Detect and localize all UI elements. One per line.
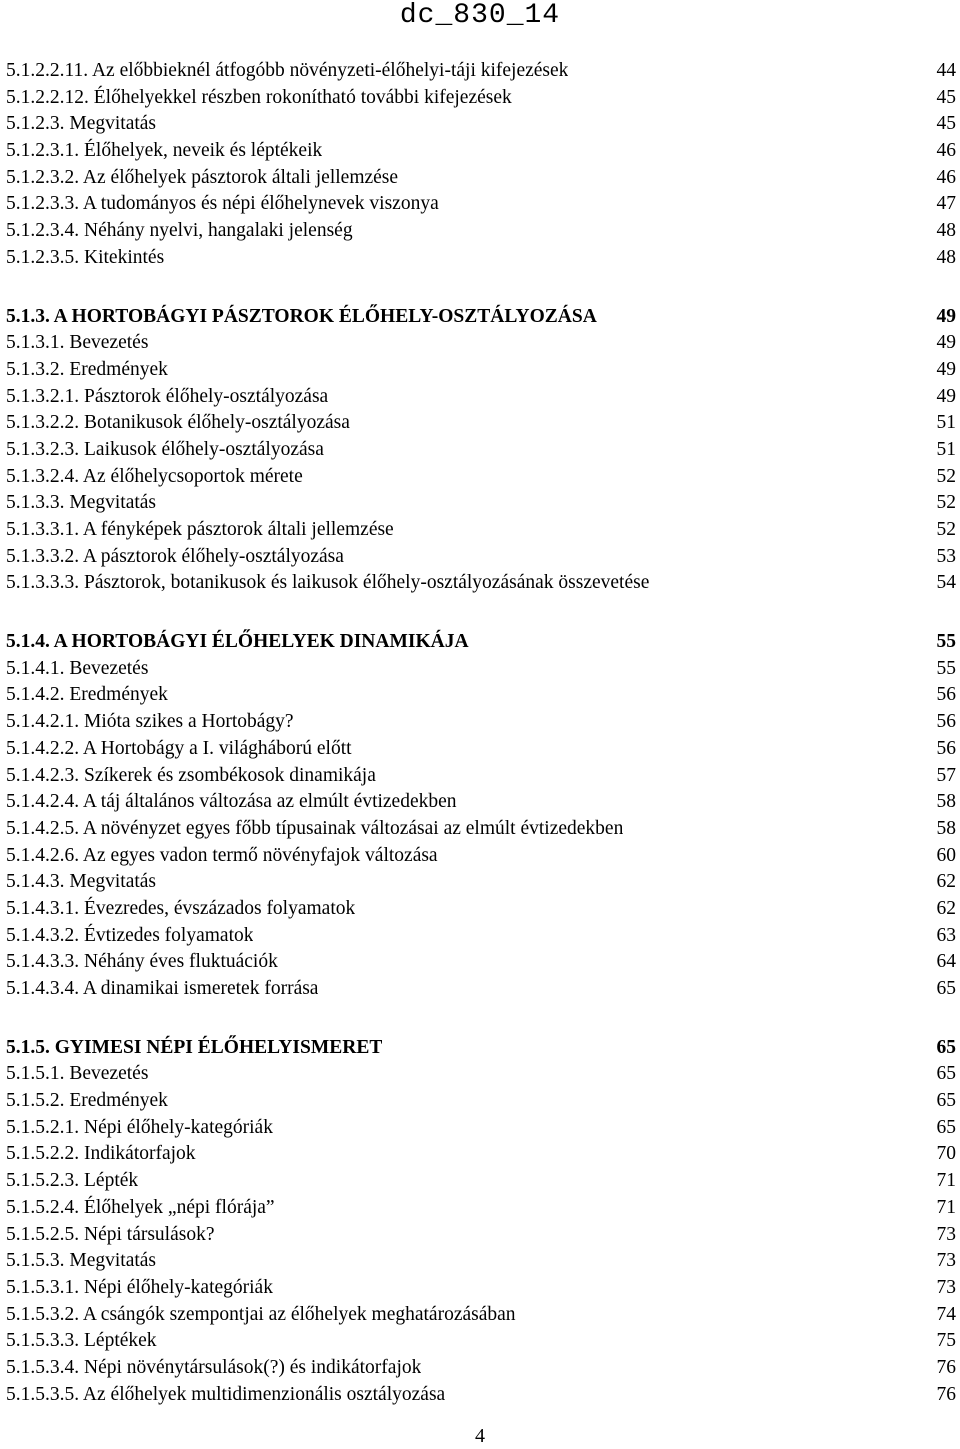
toc-entry-title: 5.1.4.3.4. A dinamikai ismeretek forrása: [6, 978, 319, 999]
toc-entry[interactable]: [6, 85, 958, 112]
toc-entry[interactable]: [6, 464, 958, 491]
toc-entry-page: 65: [936, 1036, 956, 1058]
toc-entry-page: 62: [936, 897, 956, 919]
toc-entry-title: 5.1.2.3.2. Az élőhelyek pásztorok általi jellemzése: [6, 166, 399, 188]
toc-entry-page: 45: [936, 113, 956, 135]
toc-entry-title: 5.1.4.2.5. A növényzet egyes főbb típusainak változásai az elmúlt évtizedekben: [6, 817, 624, 839]
toc-entry-page: 49: [936, 305, 956, 327]
toc-entry-page: 56: [936, 711, 956, 733]
toc-entry-title: 5.1.4.1. Bevezetés: [6, 657, 149, 679]
toc-entry-page: 63: [936, 924, 956, 946]
toc-entry[interactable]: [6, 410, 958, 437]
toc-entry-title: 5.1.5.2.2. Indikátorfajok: [6, 1143, 196, 1165]
toc-entry-title: 5.1.3.3.3. Pásztorok, botanikusok és laikusok élőhely-osztályozásának összevetése: [6, 572, 650, 594]
toc-entry-page: 55: [936, 631, 956, 653]
toc-entry-title: 5.1.4.3.1. Évezredes, évszázados folyamatok: [6, 897, 356, 919]
toc-entry-title: 5.1.5.2. Eredmények: [6, 1090, 168, 1112]
toc-entry-title: 5.1.5.3. Megvitatás: [6, 1250, 157, 1272]
toc-entry-page: 52: [936, 519, 956, 540]
toc-entry-title: 5.1.5.2.1. Népi élőhely-kategóriák: [6, 1116, 273, 1138]
toc-entry[interactable]: [6, 245, 958, 272]
toc-entry[interactable]: [6, 1168, 958, 1195]
toc-entry-page: 51: [936, 438, 956, 460]
toc-entry[interactable]: [6, 1088, 958, 1115]
toc-entry-page: 62: [936, 871, 956, 893]
toc-entry-title: 5.1.3.2.1. Pásztorok élőhely-osztályozása: [6, 385, 329, 407]
toc-entry[interactable]: [6, 976, 958, 1003]
toc-entry-page: 46: [936, 140, 956, 162]
toc-entry-title: 5.1.4. A HORTOBÁGYI ÉLŐHELYEK DINAMIKÁJA: [6, 631, 469, 653]
toc-entry-title: 5.1.5.3.5. Az élőhelyek multidimenzionális osztályozása: [6, 1383, 446, 1405]
toc-section-heading[interactable]: [6, 629, 958, 656]
document-header-id: dc_830_14: [399, 0, 561, 31]
toc-entry-page: 55: [936, 657, 956, 679]
toc-entry-title: 5.1.3.2.2. Botanikusok élőhely-osztályozása: [6, 412, 350, 434]
toc-entry-page: 75: [936, 1330, 956, 1352]
toc-entry-title: 5.1.4.3.3. Néhány éves fluktuációk: [6, 951, 278, 973]
toc-entry-page: 57: [936, 764, 956, 786]
toc-entry[interactable]: [6, 763, 958, 790]
toc-entry-title: 5.1.5.2.3. Lépték: [6, 1170, 139, 1192]
toc-entry[interactable]: [6, 843, 958, 870]
toc-entry[interactable]: [6, 1222, 958, 1249]
toc-entry[interactable]: [6, 709, 958, 736]
toc-entry[interactable]: [6, 384, 958, 411]
toc-entry-page: 65: [936, 978, 956, 999]
toc-entry-page: 56: [936, 737, 956, 759]
toc-entry[interactable]: [6, 517, 958, 544]
toc-entry[interactable]: [6, 437, 958, 464]
toc-entry-title: 5.1.3.3. Megvitatás: [6, 492, 157, 514]
toc-entry[interactable]: [6, 923, 958, 950]
toc-entry-title: 5.1.4.3. Megvitatás: [6, 871, 157, 893]
toc-entry[interactable]: [6, 869, 958, 896]
toc-entry-title: 5.1.2.3. Megvitatás: [6, 113, 157, 135]
toc-entry-page: 74: [936, 1303, 956, 1325]
toc-entry[interactable]: [6, 1355, 958, 1382]
toc-entry-title: 5.1.4.2.4. A táj általános változása az elmúlt évtizedekben: [6, 791, 457, 813]
toc-entry-title: 5.1.3. A HORTOBÁGYI PÁSZTOROK ÉLŐHELY-OSZTÁLYOZÁSA: [6, 305, 597, 327]
page-number: 4: [475, 1425, 485, 1447]
toc-entry[interactable]: [6, 490, 958, 517]
toc-entry[interactable]: [6, 111, 958, 138]
toc-entry[interactable]: [6, 736, 958, 763]
toc-entry-page: 60: [936, 844, 956, 866]
toc-entry-title: 5.1.4.2.3. Szíkerek és zsombékosok dinamikája: [6, 764, 376, 786]
toc-entry-page: 73: [936, 1223, 956, 1245]
toc-entry[interactable]: [6, 1141, 958, 1168]
toc-entry-title: 5.1.3.2.4. Az élőhelycsoportok mérete: [6, 465, 303, 487]
toc-entry-title: 5.1.2.3.3. A tudományos és népi élőhelynevek viszonya: [6, 193, 439, 215]
toc-entry-title: 5.1.3.1. Bevezetés: [6, 332, 149, 354]
toc-entry-title: 5.1.2.3.4. Néhány nyelvi, hangalaki jelenség: [6, 220, 353, 242]
toc-entry-title: 5.1.5.2.5. Népi társulások?: [6, 1223, 215, 1245]
toc-entry-page: 70: [936, 1143, 956, 1165]
toc-entry[interactable]: [6, 1115, 958, 1142]
toc-entry-title: 5.1.3.2. Eredmények: [6, 358, 168, 380]
toc-entry[interactable]: [6, 357, 958, 384]
toc-entry-title: 5.1.5. GYIMESI NÉPI ÉLŐHELYISMERET: [6, 1036, 383, 1058]
toc-entry-title: 5.1.5.2.4. Élőhelyek „népi flórája”: [6, 1196, 275, 1218]
toc-entry-title: 5.1.5.3.1. Népi élőhely-kategóriák: [6, 1276, 273, 1298]
toc-entry[interactable]: [6, 1382, 958, 1409]
toc-entry[interactable]: [6, 191, 958, 218]
toc-entry-title: 5.1.3.3.1. A fényképek pásztorok általi jellemzése: [6, 519, 394, 540]
toc-entry-title: 5.1.2.2.12. Élőhelyekkel részben rokonítható további kifejezések: [6, 86, 512, 108]
toc-entry-page: 49: [936, 332, 956, 354]
toc-entry[interactable]: [6, 1248, 958, 1275]
toc-entry[interactable]: [6, 1302, 958, 1329]
toc-entry-title: 5.1.4.3.2. Évtizedes folyamatok: [6, 924, 254, 946]
toc-entry-page: 65: [936, 1090, 956, 1112]
toc-entry[interactable]: [6, 570, 958, 597]
toc-entry-page: 48: [936, 220, 956, 242]
toc-entry-page: 48: [936, 246, 956, 268]
toc-entry-page: 73: [936, 1276, 956, 1298]
toc-entry-title: 5.1.4.2.6. Az egyes vadon termő növényfajok változása: [6, 844, 438, 866]
toc-entry-page: 53: [936, 545, 956, 567]
toc-entry-page: 51: [936, 412, 956, 434]
toc-entry-title: 5.1.5.3.2. A csángók szempontjai az élőhelyek meghatározásában: [6, 1303, 516, 1325]
toc-section-heading[interactable]: [6, 304, 958, 331]
toc-entry-page: 52: [936, 492, 956, 514]
toc-entry-page: 76: [936, 1383, 956, 1405]
toc-entry-page: 52: [936, 465, 956, 487]
toc-entry-title: 5.1.5.3.4. Népi növénytársulások(?) és indikátorfajok: [6, 1356, 422, 1378]
toc-entry-page: 54: [936, 572, 956, 594]
toc-entry-title: 5.1.4.2.1. Mióta szikes a Hortobágy?: [6, 711, 294, 733]
toc-entry-title: 5.1.4.2. Eredmények: [6, 684, 168, 706]
toc-entry-page: 49: [936, 358, 956, 380]
toc-entry[interactable]: [6, 218, 958, 245]
toc-entry-page: 44: [936, 60, 956, 81]
toc-entry-title: 5.1.2.3.5. Kitekintés: [6, 246, 165, 268]
toc-entry-page: 65: [936, 1116, 956, 1138]
toc-entry-page: 65: [936, 1063, 956, 1085]
toc-entry[interactable]: [6, 58, 958, 85]
toc-entry[interactable]: [6, 1195, 958, 1222]
toc-entry-title: 5.1.5.3.3. Léptékek: [6, 1330, 157, 1352]
toc-entry-page: 71: [936, 1196, 956, 1218]
toc-entry-title: 5.1.3.3.2. A pásztorok élőhely-osztályozása: [6, 545, 344, 567]
toc-entry[interactable]: [6, 1275, 958, 1302]
table-of-contents: [6, 58, 958, 1408]
toc-entry[interactable]: [6, 816, 958, 843]
toc-entry-page: 71: [936, 1170, 956, 1192]
toc-entry[interactable]: [6, 896, 958, 923]
toc-entry-title: 5.1.2.2.11. Az előbbieknél átfogóbb növényzeti-élőhelyi-táji kifejezések: [6, 60, 569, 81]
toc-entry[interactable]: [6, 1061, 958, 1088]
toc-entry-title: 5.1.5.1. Bevezetés: [6, 1063, 149, 1085]
toc-entry-page: 58: [936, 791, 956, 813]
toc-entry-title: 5.1.4.2.2. A Hortobágy a I. világháború előtt: [6, 737, 352, 759]
toc-entry-page: 76: [936, 1356, 956, 1378]
toc-entry[interactable]: [6, 1328, 958, 1355]
toc-entry-page: 58: [936, 817, 956, 839]
toc-entry-title: 5.1.3.2.3. Laikusok élőhely-osztályozása: [6, 438, 324, 460]
toc-entry-page: 56: [936, 684, 956, 706]
toc-entry[interactable]: [6, 330, 958, 357]
toc-entry-page: 73: [936, 1250, 956, 1272]
toc-entry-page: 47: [936, 193, 956, 215]
toc-entry[interactable]: [6, 656, 958, 683]
toc-entry[interactable]: [6, 138, 958, 165]
toc-entry[interactable]: [6, 789, 958, 816]
toc-entry[interactable]: [6, 682, 958, 709]
toc-entry-page: 49: [936, 385, 956, 407]
toc-entry-page: 45: [936, 86, 956, 108]
toc-entry-title: 5.1.2.3.1. Élőhelyek, neveik és léptékeik: [6, 140, 323, 162]
toc-entry[interactable]: [6, 544, 958, 571]
toc-entry[interactable]: [6, 949, 958, 976]
toc-entry[interactable]: [6, 165, 958, 192]
toc-entry-page: 64: [936, 951, 956, 973]
toc-section-heading[interactable]: [6, 1035, 958, 1062]
toc-entry-page: 46: [936, 166, 956, 188]
